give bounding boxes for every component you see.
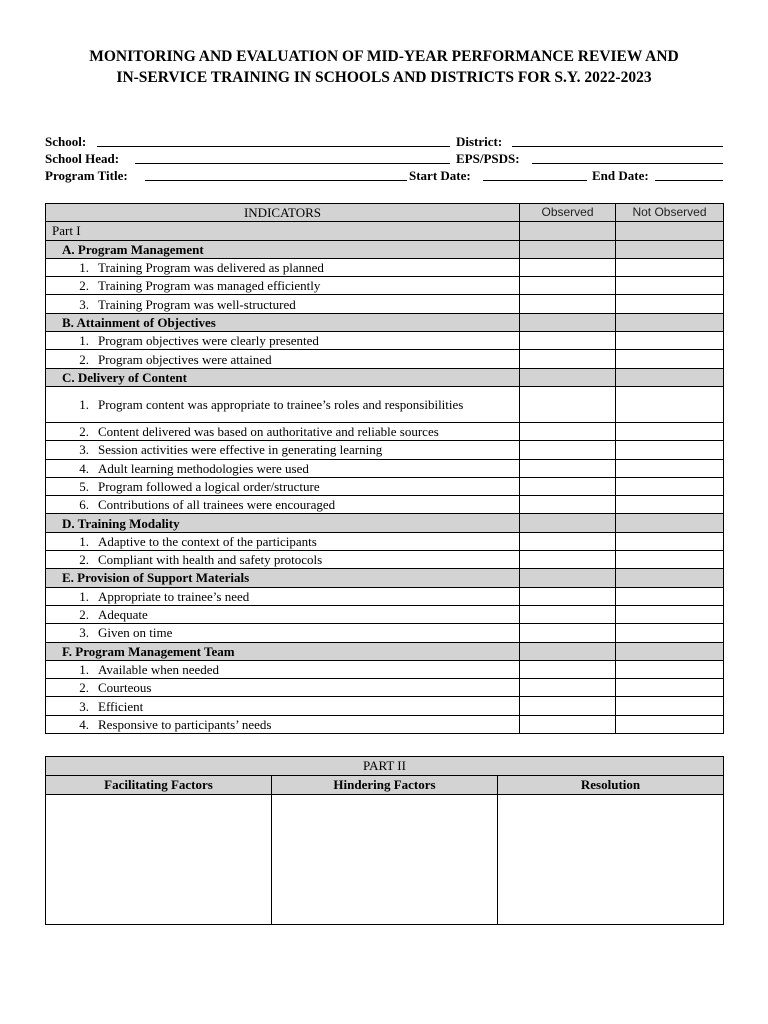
not-observed-checkbox-cell[interactable] bbox=[616, 441, 724, 459]
observed-checkbox-cell[interactable] bbox=[520, 258, 616, 276]
indicator-number: 6. bbox=[79, 497, 89, 513]
not-observed-header: Not Observed bbox=[616, 204, 724, 222]
indicator-row bbox=[46, 350, 724, 368]
category-empty-cell bbox=[520, 642, 616, 660]
not-observed-checkbox-cell[interactable] bbox=[616, 277, 724, 295]
indicator-text: Courteous bbox=[98, 680, 152, 696]
indicator-item bbox=[46, 396, 519, 413]
indicators-header: INDICATORS bbox=[46, 204, 520, 222]
indicator-text: Training Program was delivered as planned bbox=[98, 260, 324, 276]
category-row bbox=[46, 313, 724, 331]
observed-checkbox-cell[interactable] bbox=[520, 277, 616, 295]
indicator-text: Responsive to participants’ needs bbox=[98, 716, 272, 732]
not-observed-checkbox-cell[interactable] bbox=[616, 477, 724, 495]
indicator-number: 4. bbox=[79, 716, 89, 732]
start-date-label: Start Date: bbox=[409, 168, 471, 183]
title-line-1: MONITORING AND EVALUATION OF MID-YEAR PERFORMANCE REVIEW AND bbox=[89, 48, 679, 65]
indicator-item bbox=[46, 296, 519, 313]
indicator-row bbox=[46, 332, 724, 350]
indicator-number: 3. bbox=[79, 625, 89, 641]
program-title-row bbox=[45, 167, 723, 184]
indicator-number: 3. bbox=[79, 296, 89, 312]
indicator-number: 3. bbox=[79, 442, 89, 458]
not-observed-checkbox-cell[interactable] bbox=[616, 295, 724, 313]
indicator-row bbox=[46, 295, 724, 313]
indicator-text: Available when needed bbox=[98, 661, 220, 677]
indicator-row bbox=[46, 258, 724, 276]
category-label: E. Provision of Support Materials bbox=[46, 569, 520, 587]
observed-checkbox-cell[interactable] bbox=[520, 332, 616, 350]
facilitating-factors-header: Facilitating Factors bbox=[46, 776, 272, 795]
category-empty-cell bbox=[520, 368, 616, 386]
indicator-text: Program objectives were attained bbox=[98, 351, 272, 367]
not-observed-checkbox-cell[interactable] bbox=[616, 624, 724, 642]
indicator-item bbox=[46, 351, 519, 368]
indicator-item bbox=[46, 679, 519, 696]
observed-checkbox-cell[interactable] bbox=[520, 679, 616, 697]
indicator-text-cell bbox=[46, 624, 520, 642]
indicator-text-cell bbox=[46, 277, 520, 295]
indicator-text: Program content was appropriate to trainee’s roles and responsibilities bbox=[98, 396, 464, 412]
observed-checkbox-cell[interactable] bbox=[520, 459, 616, 477]
indicator-text: Compliant with health and safety protocols bbox=[98, 552, 323, 568]
category-empty-cell bbox=[520, 514, 616, 532]
indicator-item bbox=[46, 533, 519, 550]
indicator-text-cell bbox=[46, 295, 520, 313]
indicator-text: Training Program was well-structured bbox=[98, 296, 296, 312]
indicator-text-cell bbox=[46, 258, 520, 276]
category-label: B. Attainment of Objectives bbox=[46, 313, 520, 331]
indicator-row bbox=[46, 697, 724, 715]
indicator-item bbox=[46, 332, 519, 349]
part-2-table bbox=[45, 756, 724, 925]
indicator-text: Program objectives were clearly presented bbox=[98, 333, 319, 349]
school-blank[interactable] bbox=[97, 133, 450, 147]
indicator-text-cell bbox=[46, 459, 520, 477]
school-label: School: bbox=[45, 134, 87, 149]
observed-header: Observed bbox=[520, 204, 616, 222]
indicator-text: Content delivered was based on authoritative and reliable sources bbox=[98, 424, 439, 440]
not-observed-checkbox-cell[interactable] bbox=[616, 422, 724, 440]
observed-checkbox-cell[interactable] bbox=[520, 532, 616, 550]
category-row bbox=[46, 240, 724, 258]
indicator-item bbox=[46, 496, 519, 513]
category-row bbox=[46, 368, 724, 386]
category-empty-cell bbox=[616, 240, 724, 258]
indicator-number: 2. bbox=[79, 680, 89, 696]
indicators-body bbox=[46, 204, 724, 734]
indicator-row bbox=[46, 459, 724, 477]
observed-checkbox-cell[interactable] bbox=[520, 624, 616, 642]
not-observed-checkbox-cell[interactable] bbox=[616, 660, 724, 678]
not-observed-checkbox-cell[interactable] bbox=[616, 496, 724, 514]
observed-checkbox-cell[interactable] bbox=[520, 697, 616, 715]
indicator-number: 2. bbox=[79, 351, 89, 367]
hindering-factors-cell[interactable] bbox=[272, 795, 498, 925]
indicator-row bbox=[46, 441, 724, 459]
category-empty-cell bbox=[616, 368, 724, 386]
part-1-observed-cell bbox=[520, 222, 616, 240]
indicator-item bbox=[46, 441, 519, 458]
start-date-blank[interactable] bbox=[483, 167, 587, 181]
school-district-row bbox=[45, 133, 723, 150]
category-label: F. Program Management Team bbox=[46, 642, 520, 660]
indicator-text-cell bbox=[46, 679, 520, 697]
indicator-text: Adult learning methodologies were used bbox=[98, 460, 309, 476]
end-date-label: End Date: bbox=[592, 168, 649, 183]
indicator-text: Contributions of all trainees were encouraged bbox=[98, 497, 336, 513]
indicator-number: 2. bbox=[79, 278, 89, 294]
observed-checkbox-cell[interactable] bbox=[520, 587, 616, 605]
indicator-text: Adaptive to the context of the participants bbox=[98, 533, 317, 549]
category-empty-cell bbox=[616, 569, 724, 587]
not-observed-checkbox-cell[interactable] bbox=[616, 551, 724, 569]
indicator-text: Given on time bbox=[98, 625, 173, 641]
observed-checkbox-cell[interactable] bbox=[520, 422, 616, 440]
indicator-row bbox=[46, 277, 724, 295]
observed-checkbox-cell[interactable] bbox=[520, 551, 616, 569]
not-observed-checkbox-cell[interactable] bbox=[616, 258, 724, 276]
indicator-text-cell bbox=[46, 422, 520, 440]
resolution-cell[interactable] bbox=[498, 795, 724, 925]
category-empty-cell bbox=[616, 642, 724, 660]
not-observed-checkbox-cell[interactable] bbox=[616, 715, 724, 733]
indicator-text-cell bbox=[46, 715, 520, 733]
facilitating-factors-cell[interactable] bbox=[46, 795, 272, 925]
indicator-row bbox=[46, 422, 724, 440]
indicator-text: Session activities were effective in generating learning bbox=[98, 442, 383, 458]
school-head-label: School Head: bbox=[45, 151, 120, 166]
indicator-item bbox=[46, 606, 519, 623]
indicator-row bbox=[46, 605, 724, 623]
indicator-item bbox=[46, 716, 519, 733]
indicator-text-cell bbox=[46, 477, 520, 495]
district-blank[interactable] bbox=[512, 133, 723, 147]
indicator-row bbox=[46, 386, 724, 422]
indicator-text: Appropriate to trainee’s need bbox=[98, 588, 250, 604]
part-1-row bbox=[46, 222, 724, 240]
indicator-item bbox=[46, 478, 519, 495]
indicator-text: Efficient bbox=[98, 698, 144, 714]
indicator-number: 5. bbox=[79, 479, 89, 494]
school-head-row bbox=[45, 150, 723, 167]
category-row bbox=[46, 514, 724, 532]
title-line-2: IN-SERVICE TRAINING IN SCHOOLS AND DISTRICTS FOR S.Y. 2022-2023 bbox=[116, 69, 652, 86]
not-observed-checkbox-cell[interactable] bbox=[616, 605, 724, 623]
observed-checkbox-cell[interactable] bbox=[520, 660, 616, 678]
indicator-number: 3. bbox=[79, 698, 89, 714]
observed-checkbox-cell[interactable] bbox=[520, 441, 616, 459]
indicator-text-cell bbox=[46, 605, 520, 623]
not-observed-checkbox-cell[interactable] bbox=[616, 332, 724, 350]
category-label: C. Delivery of Content bbox=[46, 368, 520, 386]
indicator-number: 1. bbox=[79, 533, 89, 549]
not-observed-checkbox-cell[interactable] bbox=[616, 350, 724, 368]
observed-checkbox-cell[interactable] bbox=[520, 715, 616, 733]
indicator-row bbox=[46, 624, 724, 642]
category-empty-cell bbox=[616, 514, 724, 532]
part-1-label: Part I bbox=[46, 222, 520, 240]
indicator-text-cell bbox=[46, 441, 520, 459]
indicator-item bbox=[46, 551, 519, 568]
resolution-header: Resolution bbox=[498, 776, 724, 795]
district-label: District: bbox=[456, 134, 503, 149]
indicator-number: 1. bbox=[79, 396, 89, 412]
category-empty-cell bbox=[520, 313, 616, 331]
eps-psds-label: EPS/PSDS: bbox=[456, 151, 520, 166]
indicator-text-cell bbox=[46, 350, 520, 368]
observed-checkbox-cell[interactable] bbox=[520, 350, 616, 368]
indicator-text: Adequate bbox=[98, 607, 148, 623]
indicator-text-cell bbox=[46, 660, 520, 678]
eps-psds-blank[interactable] bbox=[532, 150, 723, 164]
indicator-text-cell bbox=[46, 587, 520, 605]
observed-checkbox-cell[interactable] bbox=[520, 295, 616, 313]
observed-checkbox-cell[interactable] bbox=[520, 386, 616, 422]
indicator-number: 1. bbox=[79, 588, 89, 604]
indicator-text-cell bbox=[46, 496, 520, 514]
not-observed-checkbox-cell[interactable] bbox=[616, 697, 724, 715]
indicator-row bbox=[46, 679, 724, 697]
indicator-row bbox=[46, 496, 724, 514]
indicators-header-row bbox=[46, 204, 724, 222]
program-title-blank[interactable] bbox=[145, 167, 407, 181]
hindering-factors-header: Hindering Factors bbox=[272, 776, 498, 795]
not-observed-checkbox-cell[interactable] bbox=[616, 587, 724, 605]
indicator-row bbox=[46, 587, 724, 605]
observed-checkbox-cell[interactable] bbox=[520, 477, 616, 495]
category-row bbox=[46, 642, 724, 660]
indicator-text-cell bbox=[46, 332, 520, 350]
indicator-number: 2. bbox=[79, 552, 89, 568]
category-row bbox=[46, 569, 724, 587]
school-head-blank[interactable] bbox=[135, 150, 450, 164]
indicator-number: 2. bbox=[79, 607, 89, 623]
observed-checkbox-cell[interactable] bbox=[520, 605, 616, 623]
form-title bbox=[30, 46, 738, 88]
indicator-item bbox=[46, 277, 519, 294]
indicator-item bbox=[46, 259, 519, 276]
indicator-text: Training Program was managed efficiently bbox=[98, 278, 321, 294]
indicator-text-cell bbox=[46, 551, 520, 569]
not-observed-checkbox-cell[interactable] bbox=[616, 532, 724, 550]
indicator-text-cell bbox=[46, 386, 520, 422]
indicator-number: 1. bbox=[79, 333, 89, 349]
indicator-item bbox=[46, 624, 519, 641]
category-empty-cell bbox=[520, 240, 616, 258]
indicator-row bbox=[46, 551, 724, 569]
part-1-not-observed-cell bbox=[616, 222, 724, 240]
indicator-item bbox=[46, 423, 519, 440]
category-label: D. Training Modality bbox=[46, 514, 520, 532]
not-observed-checkbox-cell[interactable] bbox=[616, 459, 724, 477]
indicator-row bbox=[46, 715, 724, 733]
indicator-number: 1. bbox=[79, 661, 89, 677]
part-2-title: PART II bbox=[46, 757, 724, 776]
indicator-row bbox=[46, 532, 724, 550]
category-label: A. Program Management bbox=[46, 240, 520, 258]
not-observed-checkbox-cell[interactable] bbox=[616, 386, 724, 422]
program-title-label: Program Title: bbox=[45, 168, 128, 183]
indicator-number: 2. bbox=[79, 424, 89, 440]
indicator-item bbox=[46, 698, 519, 715]
category-empty-cell bbox=[520, 569, 616, 587]
observed-checkbox-cell[interactable] bbox=[520, 496, 616, 514]
indicator-number: 1. bbox=[79, 260, 89, 276]
indicators-table bbox=[45, 203, 724, 734]
indicator-row bbox=[46, 477, 724, 495]
not-observed-checkbox-cell[interactable] bbox=[616, 679, 724, 697]
indicator-text-cell bbox=[46, 697, 520, 715]
end-date-blank[interactable] bbox=[655, 167, 723, 181]
indicator-row bbox=[46, 660, 724, 678]
indicator-number: 4. bbox=[79, 460, 89, 476]
indicator-text: Program followed a logical order/structure bbox=[98, 479, 320, 494]
indicator-text-cell bbox=[46, 532, 520, 550]
indicator-item bbox=[46, 588, 519, 605]
indicator-item bbox=[46, 661, 519, 678]
category-empty-cell bbox=[616, 313, 724, 331]
indicator-item bbox=[46, 460, 519, 477]
